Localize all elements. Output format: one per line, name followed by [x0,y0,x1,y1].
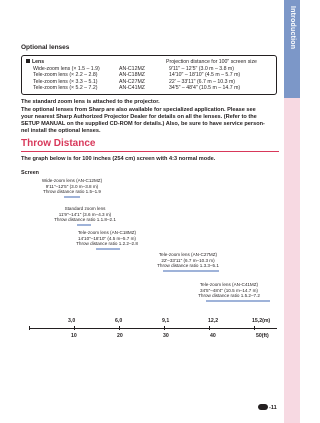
lens-distance: 9'11" – 12'5" (3.0 m – 3.8 m) [169,65,234,72]
lens-model: AN-C41MZ [119,85,145,91]
feet-label: 50(ft) [256,333,269,339]
meter-label: 3,0 [68,318,76,324]
gb-badge-icon [258,404,268,410]
lens-table [21,55,277,95]
lens-distance: 22' – 33'11" (6.7 m – 10.3 m) [169,78,236,85]
axis-tick [119,326,120,330]
distance-axis [29,328,277,329]
lens-model: AN-C18MZ [119,72,145,78]
paragraph-line: your nearest Sharp Authorized Projector Dealer for details on all the lenses. (Refer to the [21,113,257,120]
meter-label: 12,2 [208,318,219,324]
feet-label: 40 [210,333,216,339]
optional-lenses-heading: Optional lenses [21,44,70,51]
side-tab-label: Introduction [289,6,296,50]
side-tab-active [284,0,300,98]
lens-name: Wide-zoom lens (× 1.5 – 1.9) [33,65,100,72]
lens-distance: 14'10" – 18'10" (4.5 m – 5.7 m) [169,72,241,78]
lens-range-bar [163,270,219,272]
lens-label-tele-41: Tele-zoom lens (AN-C41MZ) 34'5"–48'4" (10.5 m–14.7 m) Throw distance ratio 1.5.2–7.2 [198,282,260,298]
lens-name: Tele-zoom lens (× 3.3 – 5.1) [33,78,98,85]
lens-range-bar [206,300,270,302]
lens-range-bar [77,224,91,226]
square-bullet-icon [26,59,30,63]
axis-tick [29,326,30,330]
throw-distance-heading: Throw Distance [21,138,96,149]
lens-name: Tele-zoom lens (× 2.2 – 2.8) [33,72,98,78]
paragraph-line: nel install the optional lenses. [21,127,101,134]
meter-label: 9,1 [162,318,170,324]
feet-label: 20 [117,333,123,339]
axis-tick [254,326,255,330]
paragraph-line: The optional lenses from Sharp are also available for specialized application. Please see [21,106,256,113]
page-number: -11 [258,404,277,411]
lens-range-bar [96,248,120,250]
lens-model: AN-C27MZ [119,78,145,85]
lens-label-standard: Standard zoom lens 11'9"–14'1" (3.6 m–4.3 m) Throw distance ratio 1.1.8–2.1 [54,206,116,222]
meter-label: 6,0 [115,318,123,324]
screen-label: Screen [21,170,39,176]
lens-name: Tele-zoom lens (× 5.2 – 7.2) [33,85,98,91]
lens-label-wide: Wide-zoom lens (AN-C12MZ) 9'11"–12'5" (3.0 m–3.8 m) Throw distance ratio 1.5–1.9 [41,178,103,194]
lens-label-tele-18: Tele-zoom lens (AN-C18MZ) 14'10"–18'10" (4.5 m–5.7 m) Throw distance ratio 1.2.2–2.8 [76,230,138,246]
heading-rule [21,151,279,152]
lens-label-tele-27: Tele-zoom lens (AN-C27MZ) 22'–33'11" (6.7 m–10.3 m) Throw distance ratio 1.3.3–5.1 [157,252,219,268]
lens-model: AN-C12MZ [119,65,145,72]
axis-tick [209,326,210,330]
feet-label: 10 [71,333,77,339]
side-tab [284,0,300,423]
lens-range-bar [64,196,80,198]
axis-tick [74,326,75,330]
paragraph-line: The standard zoom lens is attached to the projector. [21,99,160,105]
lens-distance: 34'5" – 48'4" (10.5 m – 14.7 m) [169,85,241,91]
projection-distance-heading: Projection distance for 100" screen size [166,59,257,65]
lens-row [22,85,278,92]
lens-table-heading: Lens [26,59,44,65]
paragraph-line: SETUP MANUAL on the supplied CD-ROM for details.) Also, be sure to have service person- [21,120,265,127]
feet-label: 30 [163,333,169,339]
graph-caption: The graph below is for 100 inches (254 cm) screen with 4:3 normal mode. [21,156,216,162]
axis-tick [164,326,165,330]
meter-label: 15,2(m) [252,318,271,324]
